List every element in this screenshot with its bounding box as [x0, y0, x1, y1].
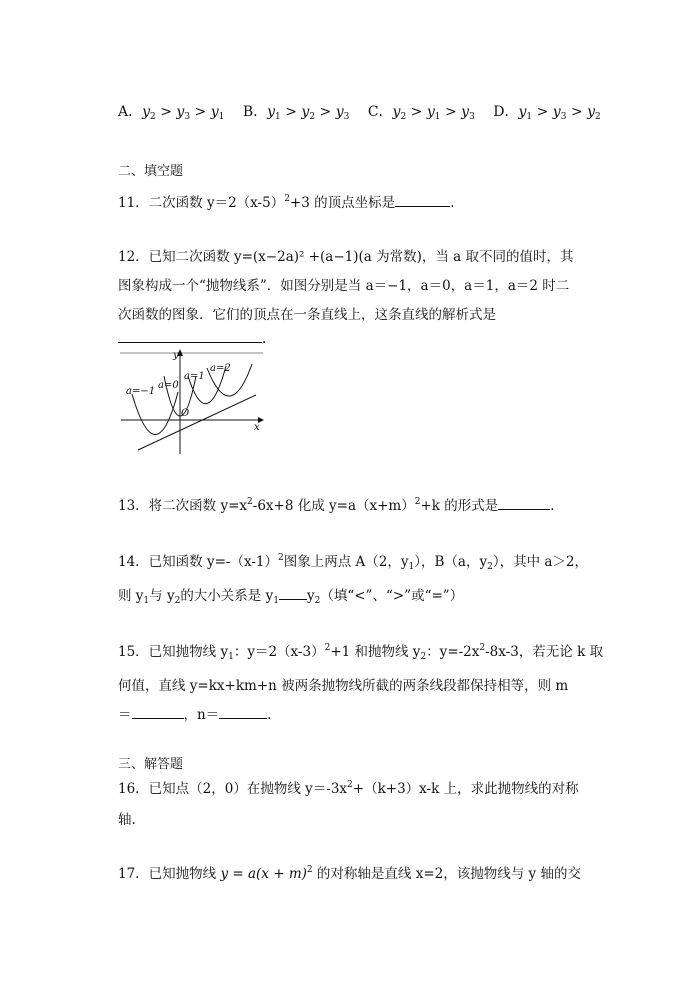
q10-options [118, 101, 615, 122]
option-c: C．$y_2 > y_1 > y_3$ [367, 104, 475, 122]
section-fill-in-heading: 二、填空题 [118, 164, 184, 179]
answer-blank-n[interactable] [219, 706, 267, 719]
question-12-line1: 12．已知二次函数 y=(x−2a)² +(a−1)(a 为常数)，当 a 取不同的值时，其 [118, 249, 574, 265]
option-d: D．$y_1 > y_3 > y_2$ [493, 104, 601, 122]
question-11: 11．二次函数 $y=2(x-5)^2+3$ 的顶点坐标是 . [118, 194, 455, 211]
vertex-line [138, 395, 256, 450]
question-15-line1: 15．已知抛物线 $y_1$：$y=2(x-3)^2+1$ 和抛物线 $y_2$：$y=-2x^2-8x-3$，若无论 k 取 [118, 643, 604, 662]
label-a1: a=1 [184, 371, 205, 382]
question-14-line1: 14．已知函数 $y=-(x-1)^2$图象上两点 A（2，$y_1$），B（a，$y_2$），其中 a＞2， [118, 553, 589, 572]
question-16-line1: 16．已知点（2，0）在抛物线 $y=-3x^2+(k+3)x-k$ 上，求此抛物线的对称 [118, 780, 579, 797]
label-y-axis: y [173, 350, 179, 361]
option-b: B．$y_1 > y_2 > y_3$ [242, 104, 350, 122]
label-a-neg1: a=−1 [126, 386, 156, 397]
parabola-family-graph [118, 346, 268, 456]
answer-blank[interactable] [118, 330, 262, 343]
answer-blank[interactable] [395, 194, 450, 207]
answer-blank[interactable] [498, 497, 550, 510]
question-12-line4: . [118, 330, 266, 347]
question-14-line2: 则 $y_1$与 $y_2$的大小关系是 $y_1$ $y_2$（填“<”、“>”或“=”） [118, 588, 464, 606]
label-a0: a=0 [158, 380, 179, 391]
label-a2: a=2 [210, 363, 231, 374]
section-answer-heading: 三、解答题 [118, 757, 184, 772]
question-12-line3: 次函数的图象．它们的顶点在一条直线上，这条直线的解析式是 [118, 307, 496, 323]
question-17: 17．已知抛物线 $y = a(x + m)^2$ 的对称轴是直线 x=2，该抛物线与 y 轴的交 [118, 865, 581, 882]
option-a: A．$y_2 > y_3 > y_1$ [118, 104, 225, 122]
answer-blank[interactable] [279, 587, 307, 600]
answer-blank-m[interactable] [132, 706, 184, 719]
question-15-line3: ＝ ，n＝ . [118, 707, 272, 723]
label-x-axis: x [254, 422, 260, 433]
label-origin: O [181, 408, 190, 419]
question-12-line2: 图象构成一个“抛物线系”．如图分别是当 a＝−1，a＝0，a＝1，a＝2 时二 [118, 278, 570, 294]
question-13: 13．将二次函数 $y=x^2-6x+8$ 化成 $y=a(x+m)^2+k$ 的形式是 . [118, 497, 555, 514]
question-15-line2: 何值，直线 y=kx+km+n 被两条抛物线所截的两条线段都保持相等，则 m [118, 678, 569, 694]
parabola-a-neg1 [132, 392, 178, 435]
question-16-line2: 轴. [118, 812, 136, 828]
